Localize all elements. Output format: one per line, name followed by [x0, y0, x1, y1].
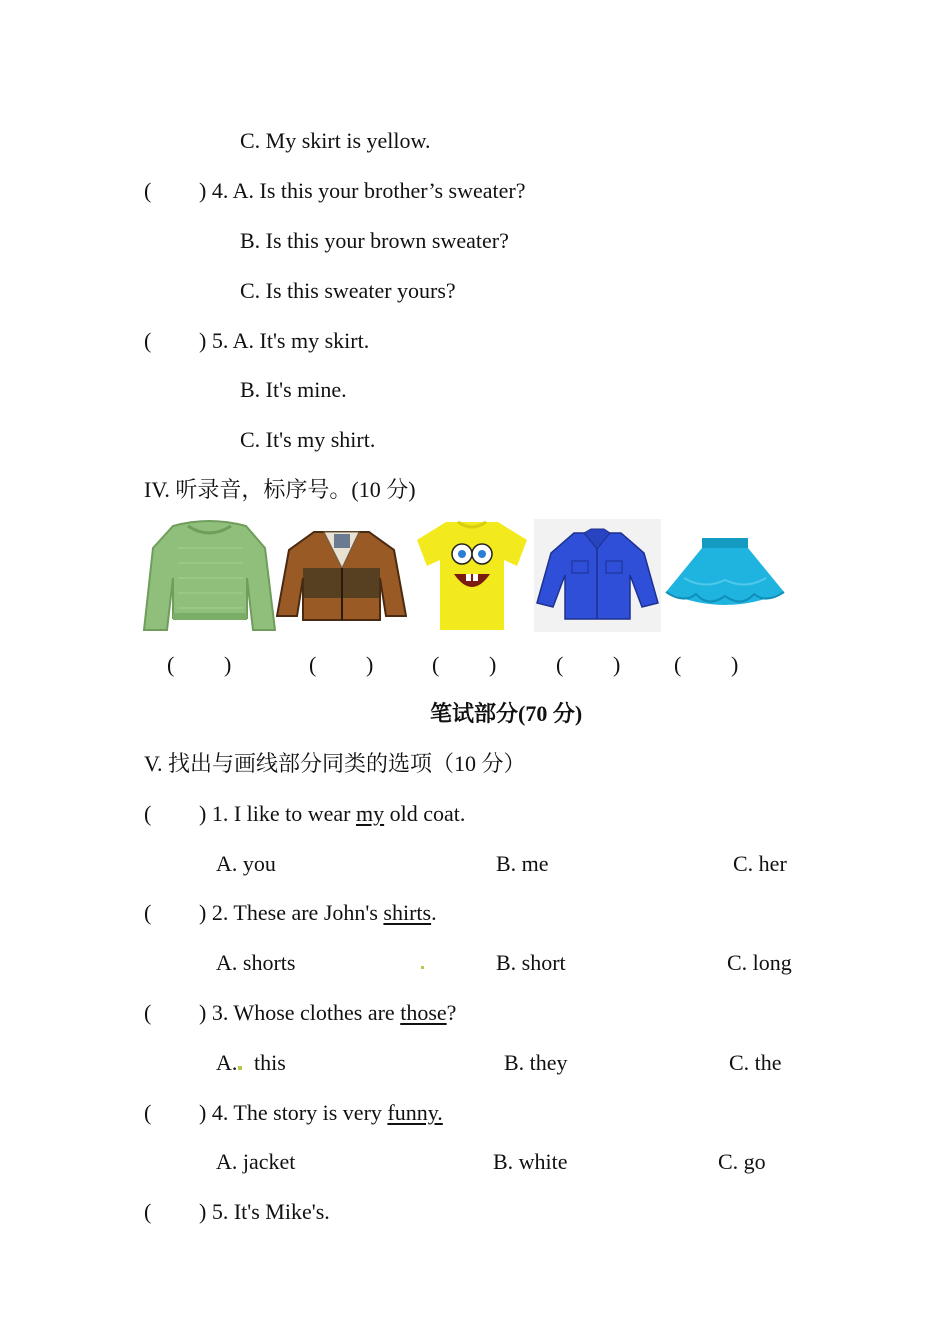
blank-3-close[interactable]: ) — [489, 652, 497, 677]
stray-mark — [421, 966, 424, 969]
p5-q2-question: ) 2. These are John's shirts. — [199, 900, 437, 925]
q4-open-paren: ( — [144, 178, 152, 203]
p5-q2-option-c: C. long — [727, 950, 792, 975]
p5-q1-option-a: A. you — [216, 851, 276, 876]
q4-option-c: C. Is this sweater yours? — [240, 278, 456, 303]
p5-q1-underlined: my — [356, 801, 385, 826]
blank-1-close[interactable]: ) — [224, 652, 232, 677]
p5-q3-option-a-letter: A. — [216, 1050, 238, 1075]
blank-2-open[interactable]: ( — [309, 652, 317, 677]
q4-question: ) 4. A. Is this your brother’s sweater? — [199, 178, 526, 203]
tshirt-image — [416, 518, 528, 633]
q5-question: ) 5. A. It's my skirt. — [199, 328, 370, 353]
blank-2-close[interactable]: ) — [366, 652, 374, 677]
skirt-image — [664, 534, 786, 614]
part5-heading: V. 找出与画线部分同类的选项（10 分） — [144, 751, 526, 776]
q5-option-c: C. It's my shirt. — [240, 427, 376, 452]
p5-q3-underlined: those — [400, 1000, 447, 1025]
written-section-heading: 笔试部分(70 分) — [430, 701, 583, 726]
sweater-image — [143, 518, 276, 633]
p5-q4-open-paren: ( — [144, 1100, 152, 1125]
blank-1-open[interactable]: ( — [167, 652, 175, 677]
p5-q3-open-paren: ( — [144, 1000, 152, 1025]
part4-heading: IV. 听录音，标序号。(10 分) — [144, 477, 416, 502]
p5-q5-question: ) 5. It's Mike's. — [199, 1199, 330, 1224]
p5-q3-option-b: B. they — [504, 1050, 568, 1075]
p5-q2-underlined: shirts — [383, 900, 432, 925]
p5-q1-open-paren: ( — [144, 801, 152, 826]
p5-q1-question: ) 1. I like to wear my old coat. — [199, 801, 466, 826]
p5-q4-option-b: B. white — [493, 1149, 568, 1174]
blank-5-close[interactable]: ) — [731, 652, 739, 677]
p5-q4-underlined: funny. — [387, 1100, 443, 1125]
stray-mark — [238, 1066, 242, 1070]
p5-q4-option-c: C. go — [718, 1149, 766, 1174]
shirt-image — [534, 519, 661, 632]
p5-q3-question: ) 3. Whose clothes are those? — [199, 1000, 457, 1025]
blank-5-open[interactable]: ( — [674, 652, 682, 677]
q3-option-c: C. My skirt is yellow. — [240, 128, 431, 153]
p5-q5-open-paren: ( — [144, 1199, 152, 1224]
p5-q1-option-c: C. her — [733, 851, 787, 876]
q4-option-b: B. Is this your brown sweater? — [240, 228, 509, 253]
q5-open-paren: ( — [144, 328, 152, 353]
blank-4-open[interactable]: ( — [556, 652, 564, 677]
p5-q2-option-a: A. shorts — [216, 950, 296, 975]
blank-4-close[interactable]: ) — [613, 652, 621, 677]
q5-option-b: B. It's mine. — [240, 377, 347, 402]
p5-q3-option-c: C. the — [729, 1050, 782, 1075]
p5-q4-option-a: A. jacket — [216, 1149, 296, 1174]
p5-q2-open-paren: ( — [144, 900, 152, 925]
p5-q3-option-a-word: this — [254, 1050, 286, 1075]
p5-q2-option-b: B. short — [496, 950, 566, 975]
p5-q1-option-b: B. me — [496, 851, 549, 876]
jacket-image — [276, 528, 407, 621]
blank-3-open[interactable]: ( — [432, 652, 440, 677]
p5-q4-question: ) 4. The story is very funny. — [199, 1100, 443, 1125]
